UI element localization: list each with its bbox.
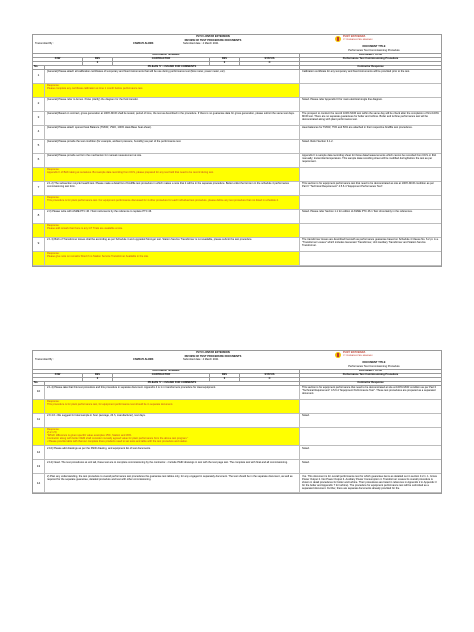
comment-row <box>33 154 441 168</box>
row-number: 14 <box>33 474 45 492</box>
comment-cell: 2.1.2) The subsection recycle heat/di test. Please make a detail list of bindflle test procedure in which makes a note that it will be in the separate procedure. Better enlist the list item in the schedule 4 performance commissioning test form. <box>45 182 300 195</box>
response-row <box>33 196 441 210</box>
logo-icon <box>335 36 341 42</box>
row-number <box>33 224 45 237</box>
comment-cell: Response: This procedure is for plant performance test, for equipment performance test should be in separate document. <box>45 400 300 413</box>
logo-sub: PT PEMBANGKITAN JAWA BALI <box>343 355 373 358</box>
response-cell: Noted. Please refer Section 1.1 for edition of ASME PTC 46.1 Test Uncertainty in the references. <box>302 210 413 213</box>
comments-header: PILIHAN '0' = ISSUED FOR COMMENTS <box>45 66 300 69</box>
sheet-header <box>33 351 441 370</box>
logo-sub: PT PEMBANGKITAN JAWA BALI <box>343 39 373 42</box>
doc-title-label: DOCUMENT TITLE <box>362 361 386 364</box>
col-contractor: CONTRACTOR <box>113 374 210 377</box>
comment-row <box>33 386 441 400</box>
response-cell: The transformer losses are described herewith as performance guarantee based on Schedule 4 Clause No. 6.2 pt. ix a. "Transformer Losses" which includes Generator Transformer, Unit Auxiliary Transformer and Station Service Transformer. <box>302 238 439 247</box>
response-cell <box>300 428 441 446</box>
response-cell: This section is for equipment performance that need to be demonstrated at site at 100% MCR condition as per Part II "Technical Requirement" 4.5.6.4 "Equipment Performance Test". These test procedures are prepared as a separated document. <box>302 386 437 395</box>
row-number: 11 <box>33 414 45 427</box>
row-number: 2 <box>33 98 45 111</box>
logo-name: PLN® BATUBARA <box>343 35 366 39</box>
val-rev2: 0 <box>210 62 240 65</box>
comment-row <box>33 182 441 196</box>
comment-cell: [General] Please provide set form the mechanism for manual measurement at site. <box>45 154 300 167</box>
row-number <box>33 84 45 97</box>
col-pjw: PJW <box>33 374 83 377</box>
comment-cell: [General] Please provide the test condition (for example, ambient pressure, humidity) as part of the performance test. <box>45 140 300 153</box>
transmitted-by-label: Transmitted By : <box>35 42 54 45</box>
comment-row <box>33 210 441 224</box>
response-cell: Noted. Refer Section 3.1.2. <box>302 140 334 143</box>
review-title: REVIEW OF TEST PROCEDURE DOCUMENTS <box>184 354 242 358</box>
comment-rows <box>33 386 441 494</box>
response-header: Contractor Response <box>357 381 384 384</box>
row-number: 13 <box>33 460 45 473</box>
response-cell: Calibration certificate for any temporary and fixed instruments will be provided prior to the test. <box>302 70 410 73</box>
row-number: 5 <box>33 140 45 153</box>
response-row <box>33 400 441 414</box>
response-cell: Noted. <box>302 414 310 417</box>
doc-title-2: Performance Test Commissioning Procedure <box>342 57 399 60</box>
comment-cell: 2.10) Please add drawings as per the P&ID drawing, and equipment list of test documents. <box>45 446 300 459</box>
response-row <box>33 84 441 98</box>
submitted-date: Submitted date : 4 March 2021 <box>183 42 219 45</box>
comment-row <box>33 414 441 428</box>
comment-cell: Response: Please give note on remarks Shed if no Station Service Transformer Available in the site. <box>45 252 300 265</box>
val-rev: 0 <box>83 378 113 381</box>
comment-cell: [General] Please attach all calibration certificates of temporary and fixed instruments that will be use during performance test (flow meter, power meter, etc). <box>45 70 300 83</box>
logo-name: PLN® BATUBARA <box>343 351 366 355</box>
submitted-date: Submitted date : 4 March 2021 <box>183 358 219 361</box>
row-number <box>33 196 45 209</box>
transmitted-ref: CSMD-PLN-4083 <box>133 42 154 45</box>
comment-cell: [General] Based on contract, gross generation at 100% MCR shall be tested, period of time, the test as described in the procedure. If there is no guarantee data for gross generation, please submit the same test days. <box>45 112 300 125</box>
response-cell <box>300 84 441 97</box>
comment-cell: [General] Please refer to Annex. Pulse (clarify) the diagram for the fluid transfer. <box>45 98 300 111</box>
comment-row <box>33 112 441 126</box>
response-row <box>33 224 441 238</box>
review-sheet-2 <box>32 350 442 494</box>
response-row <box>33 428 441 447</box>
row-number <box>33 252 45 265</box>
comment-cell: 2.12) Need. The test procedures at unit tail, these test are to complete commissioning by the contractor. • Include P&ID drawings in test with the test page test. The complete test with final and all commissioning. <box>45 460 300 473</box>
row-number <box>33 400 45 413</box>
comment-cell: 2) Plan any understanding, the test procedure to overall performance test procedures the guarantee test tables only, for any engaged in separately document. The test should be in the separate document, as well as required for the separate guarantee, detailed procedure and test with other commissioning. <box>45 474 300 492</box>
doc-title-2: Performance Test Commissioning Procedure <box>342 373 399 376</box>
val-status: C <box>240 62 300 65</box>
response-cell <box>300 252 441 265</box>
col-pjw: PJW <box>33 58 83 61</box>
comment-cell: Response: 2) 2.1.5) "Which difference is given specific value examples 15%, Station and 30%. Contractor along with boiler OEM shall consider mutually agreed value for plant performance from the above test program." • Please provide table with that our complete there products need to set tests and table with the test procedure and station. <box>45 428 300 446</box>
doc-number-label: DOCUMENT NUMBER <box>33 370 300 373</box>
comment-cell: Response: Appendix II of BAK taking at ourselves. But sample data recording from DCS, please prepared for any test field that need to be record during test. <box>45 168 300 181</box>
response-cell: Yes. This document is for overall performance test for which guarantee items as detailed out in section 3.2.1. 1. Gross Power Output 2. Net Power Output 3. Auxiliary Power Consumption 4. Transformer Losses Its overall procedure is shown in detail procedures for boiler and turbine. Their procedures are listed in reference in Appendix 2 in Appendix 3 for the boiler and Appendix 7 for turbine). The procedure for equipment performance test will be submitted as a separated document. Further, there are separate documents already provided for the <box>302 474 437 490</box>
col-rev: REV <box>83 58 113 61</box>
company-logo <box>335 36 373 42</box>
comment-row <box>33 140 441 154</box>
comment-cell: 2.9 4.6 • We suggest for total sample in hour (average, 24 h, manufacturer), test days. <box>45 414 300 427</box>
no-header: No. <box>33 66 45 69</box>
comment-cell: 2.1.4) Please take that this test procedure and this procedure in separate document. Appendix 4 is 1 m transformers procedure for Heat equipment. <box>45 386 300 399</box>
response-cell <box>300 400 441 413</box>
val-pjw <box>33 378 83 381</box>
transmitted-by-label: Transmitted By : <box>35 358 54 361</box>
comments-header: PILIHAN '0' = ISSUED FOR COMMENTS <box>45 382 300 385</box>
response-cell <box>300 224 441 237</box>
col-rev2: REV <box>210 58 240 61</box>
sheet-header <box>33 35 441 54</box>
doc-number-label: DOCUMENT NUMBER <box>33 54 300 57</box>
company-title: PLTU LONTAR EXTENSION <box>196 35 230 38</box>
response-cell <box>300 196 441 209</box>
review-title: REVIEW OF TEST PROCEDURE DOCUMENTS <box>184 38 242 42</box>
company-title: PLTU LONTAR EXTENSION <box>196 351 230 354</box>
company-logo <box>335 352 373 358</box>
row-number: 7 <box>33 182 45 195</box>
comment-cell: Response: Please complete any certificate calibration at time 1 month before performance test. <box>45 84 300 97</box>
comment-cell: Response: This procedure is for plant performance test. For equipment performance discussed for 4 other procedure for each individual test procedure, please define any test procedure that not listed in schedule 4. <box>45 196 300 209</box>
no-header: No. <box>33 382 45 385</box>
row-number: 3 <box>33 112 45 125</box>
row-number: 1 <box>33 70 45 83</box>
comment-row <box>33 474 441 493</box>
response-row <box>33 252 441 266</box>
row-number: 9 <box>33 238 45 251</box>
val-rev2: 0 <box>210 378 240 381</box>
comment-rows <box>33 70 441 266</box>
doc-title-label-2: DOCUMENT TITLE <box>359 53 382 56</box>
doc-title: Performance Test Commissioning Procedure <box>348 365 400 368</box>
response-cell: Appendix II is sample data recording sheet for those data/measurements which cannot be recorded from DCS or IDA manually; transmitter/temperature. This sample data recording sheet will be modified during/before the test as per requirement. <box>302 154 436 163</box>
response-cell: The prospect to conduct the record 100% MCR test within the same day will be check after the completion of first 100% MCR test. There are no separate guarantees for boiler and turbine. Boiler and turbine performance test will be demonstrated along with plant performance test. <box>302 112 439 121</box>
row-number <box>33 168 45 181</box>
comment-cell: 2.3) Please write with ASME PTC 46 / Test instruments by the reference to replace PTC 46. <box>45 210 300 223</box>
row-number <box>33 428 45 446</box>
comment-row <box>33 446 441 460</box>
val-pjw <box>33 62 83 65</box>
val-rev: 0 <box>83 62 113 65</box>
doc-title-label-2: DOCUMENT TITLE <box>359 369 382 372</box>
col-status: STATUS <box>240 58 300 61</box>
row-number: 8 <box>33 210 45 223</box>
row-number: 12 <box>33 446 45 459</box>
review-sheet-1 <box>32 34 442 267</box>
col-contractor: CONTRACTOR <box>113 58 210 61</box>
comment-row <box>33 70 441 84</box>
response-cell: Noted. Please refer Appendix III for main electrical single line diagram. <box>302 98 383 101</box>
col-rev2: REV <box>210 374 240 377</box>
val-status: C <box>240 378 300 381</box>
logo-icon <box>335 352 341 358</box>
response-row <box>33 168 441 182</box>
comment-cell: 2.1.3) Both of Transformer losses shall be according as per Schedule 4 and upgraded Stronger test. Station Service Transformer is not available, please submit the test procedure. <box>45 238 300 251</box>
row-number: 6 <box>33 154 45 167</box>
comment-cell: Response: Please add remark that there is any GT Trials are available at site. <box>45 224 300 237</box>
row-number: 4 <box>33 126 45 139</box>
comment-cell: [General] Please attach opened heat Balance (TMCR, VWO, 100% Heat-Base heat-sheet). <box>45 126 300 139</box>
response-cell: Heat balances for TMCR, 75% and 50% are attached in their respective bindflle test procedures. <box>302 126 413 129</box>
comment-row <box>33 98 441 112</box>
response-cell: Noted. <box>302 446 310 450</box>
transmitted-ref: CSMD-PLN-4083 <box>133 358 154 361</box>
response-cell <box>300 168 441 181</box>
response-cell: Noted. <box>302 460 310 464</box>
col-rev: REV <box>83 374 113 377</box>
col-status: STATUS <box>240 374 300 377</box>
comment-row <box>33 460 441 474</box>
comment-row <box>33 238 441 252</box>
doc-title: Performance Test Commissioning Procedure <box>348 49 400 52</box>
row-number: 10 <box>33 386 45 399</box>
doc-title-label: DOCUMENT TITLE <box>362 45 386 48</box>
comment-row <box>33 126 441 140</box>
response-cell: This section is for equipment performance test that need to be demonstrated as site at 100% MCR condition as per Part II "Technical Requirement" 4.5.6.4 "Equipment Performance Test". <box>302 182 434 188</box>
response-header: Contractor Response <box>357 65 384 68</box>
